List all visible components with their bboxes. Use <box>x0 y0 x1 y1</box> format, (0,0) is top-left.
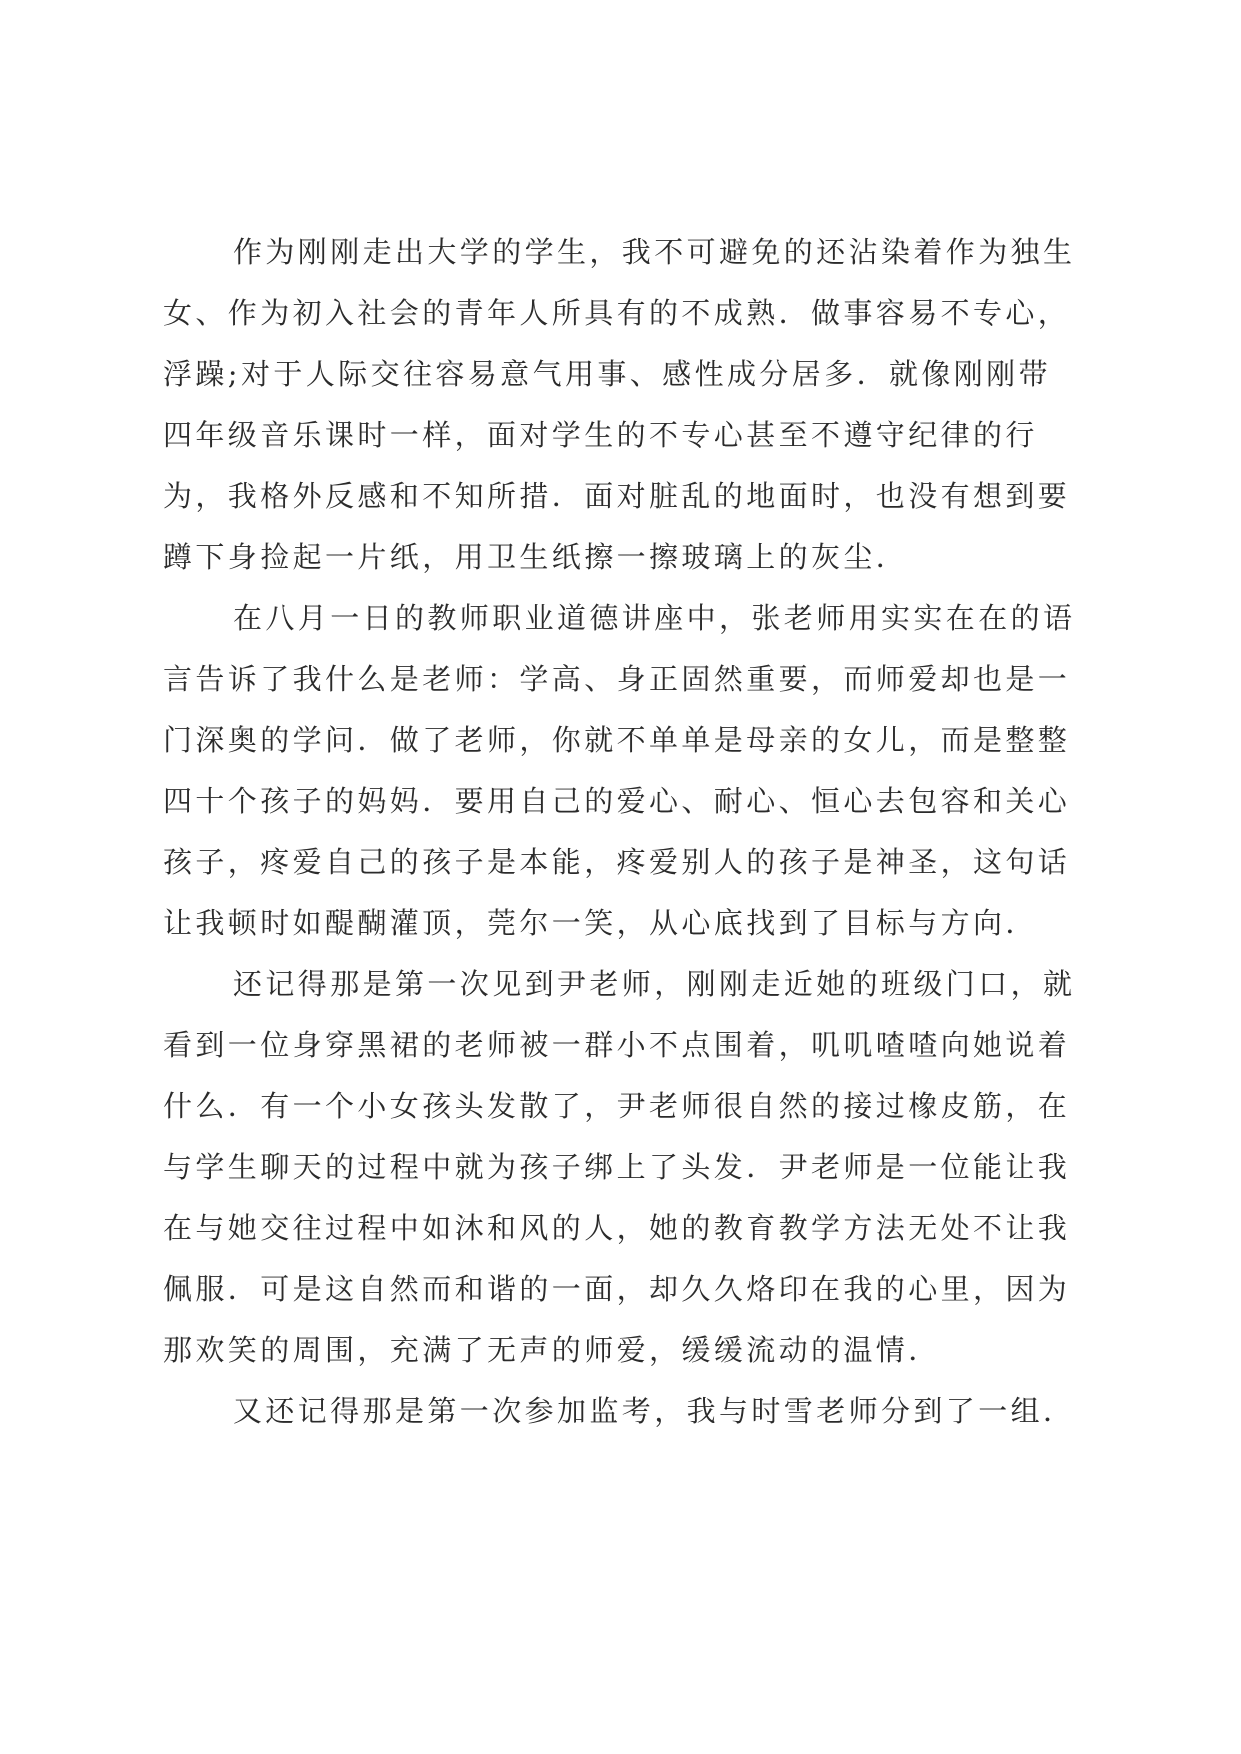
text-line: 蹲下身捡起一片纸，用卫生纸擦一擦玻璃上的灰尘． <box>163 540 909 574</box>
text-line: 为，我格外反感和不知所措．面对脏乱的地面时，也没有想到要 <box>163 479 1071 513</box>
text-line: 浮躁;对于人际交往容易意气用事、感性成分居多．就像刚刚带 <box>163 357 1051 391</box>
text-line: 门深奥的学问．做了老师，你就不单单是母亲的女儿，而是整整 <box>163 723 1071 757</box>
text-line: 让我顿时如醍醐灌顶，莞尔一笑，从心底找到了目标与方向． <box>163 906 1038 940</box>
text-line: 在八月一日的教师职业道德讲座中，张老师用实实在在的语 <box>233 601 1076 635</box>
text-line: 作为刚刚走出大学的学生，我不可避免的还沾染着作为独生 <box>233 235 1076 269</box>
paragraph-1 <box>163 222 1083 588</box>
text-line: 与学生聊天的过程中就为孩子绑上了头发．尹老师是一位能让我 <box>163 1150 1071 1184</box>
text-line: 还记得那是第一次见到尹老师，刚刚走近她的班级门口，就 <box>233 967 1076 1001</box>
text-line: 女、作为初入社会的青年人所具有的不成熟．做事容易不专心， <box>163 296 1071 330</box>
paragraph-2 <box>163 588 1083 954</box>
text-line: 又还记得那是第一次参加监考，我与时雪老师分到了一组． <box>233 1394 1076 1428</box>
paragraph-3 <box>163 954 1083 1381</box>
text-line: 什么．有一个小女孩头发散了，尹老师很自然的接过橡皮筋，在 <box>163 1089 1071 1123</box>
text-line: 佩服．可是这自然而和谐的一面，却久久烙印在我的心里，因为 <box>163 1272 1071 1306</box>
text-line: 在与她交往过程中如沐和风的人，她的教育教学方法无处不让我 <box>163 1211 1071 1245</box>
text-line: 看到一位身穿黑裙的老师被一群小不点围着，叽叽喳喳向她说着 <box>163 1028 1071 1062</box>
text-line: 四年级音乐课时一样，面对学生的不专心甚至不遵守纪律的行 <box>163 418 1038 452</box>
text-line: 那欢笑的周围，充满了无声的师爱，缓缓流动的温情． <box>163 1333 941 1367</box>
text-line: 言告诉了我什么是老师：学高、身正固然重要，而师爱却也是一 <box>163 662 1071 696</box>
text-line: 四十个孩子的妈妈．要用自己的爱心、耐心、恒心去包容和关心 <box>163 784 1071 818</box>
body-text <box>163 222 1083 1442</box>
paragraph-4 <box>163 1381 1083 1442</box>
text-line: 孩子，疼爱自己的孩子是本能，疼爱别人的孩子是神圣，这句话 <box>163 845 1071 879</box>
